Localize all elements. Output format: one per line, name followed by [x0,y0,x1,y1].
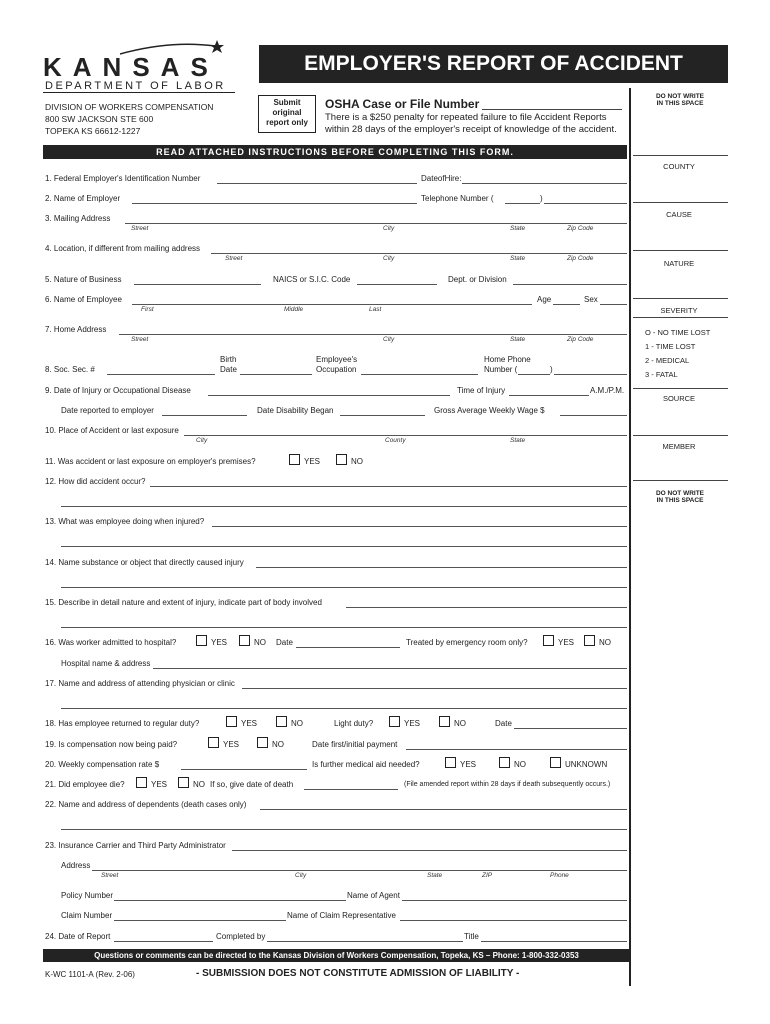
return-date-field[interactable] [514,728,627,729]
sub-middle: Middle [284,306,304,313]
hospital-yes-label: YES [211,638,228,647]
birth-date-field[interactable] [240,374,312,375]
q8-employees-label: Employee's [316,355,358,364]
sub-city: City [383,225,395,232]
q9-ampm-label: A.M./P.M. [590,386,625,395]
q6-age-label: Age [537,295,552,304]
er-no-checkbox[interactable] [584,635,595,646]
sub-first: First [141,306,154,313]
location-field[interactable] [211,253,627,254]
employee-name-field[interactable] [132,304,532,305]
disability-date-field[interactable] [340,415,425,416]
submit-line1: Submit [273,98,301,107]
sub-state: State [427,872,443,879]
er-no-label: NO [599,638,611,647]
nature-label: NATURE [663,259,695,268]
light-duty-yes-label: YES [404,719,421,728]
q8-homephone-label: Home Phone [484,355,531,364]
medical-yes-label: YES [460,760,477,769]
side-divider [633,435,728,436]
q14-label: 14. Name substance or object that directly caused injury [45,558,244,567]
er-yes-label: YES [558,638,575,647]
died-yes-checkbox[interactable] [136,777,147,788]
form-id: K-WC 1101-A (Rev. 2-06) [45,970,135,979]
died-no-label: NO [193,780,205,789]
sub-city: City [196,437,208,444]
q9-time-label: Time of Injury [457,386,506,395]
q4-label: 4. Location, if different from mailing address [45,244,201,253]
q16-label: 16. Was worker admitted to hospital? [45,638,177,647]
q23-policy-label: Policy Number [61,891,114,900]
nature-of-business-field[interactable] [134,284,261,285]
hospital-no-checkbox[interactable] [239,635,250,646]
mailing-address-field[interactable] [125,223,627,224]
weekly-comp-rate-field[interactable] [181,769,307,770]
side-divider [633,388,728,389]
sub-zip: Zip Code [567,225,594,232]
q23-claim-label: Claim Number [61,911,113,920]
q18-light-label: Light duty? [334,719,374,728]
fein-field[interactable] [217,183,417,184]
q7-label: 7. Home Address [45,325,107,334]
hospital-name-field[interactable] [153,668,627,669]
q20-medical-label: Is further medical aid needed? [312,760,420,769]
source-label: SOURCE [662,394,696,403]
premises-no-label: NO [351,457,363,466]
severity-label: SEVERITY [660,306,698,315]
q23-label: 23. Insurance Carrier and Third Party Administrator [45,841,226,850]
q8-label: 8. Soc. Sec. # [45,365,95,374]
dnw-top-line1: DO NOT WRITE [655,93,705,100]
side-divider [633,317,728,318]
ssn-field[interactable] [107,374,215,375]
first-payment-date-field[interactable] [406,749,627,750]
title-field[interactable] [481,941,627,942]
dnw-bottom-line2: IN THIS SPACE [656,497,704,504]
q9-wage-label: Gross Average Weekly Wage $ [434,406,545,415]
q19-label: 19. Is compensation now being paid? [45,740,178,749]
q8-number-label: Number ( [484,365,518,374]
sub-street: Street [131,225,149,232]
sub-zip: Zip Code [567,255,594,262]
home-phone-field[interactable] [554,374,627,375]
q12-label: 12. How did accident occur? [45,477,146,486]
substance-object-field-2[interactable] [61,587,627,588]
comp-paid-no-label: NO [272,740,284,749]
osha-label: OSHA Case or File Number [325,97,480,111]
q24-label: 24. Date of Report [45,932,111,941]
q19-payment-label: Date first/initial payment [312,740,398,749]
weekly-wage-field[interactable] [560,415,627,416]
medical-no-checkbox[interactable] [499,757,510,768]
physician-field-2[interactable] [61,708,627,709]
sex-field[interactable] [600,304,627,305]
osha-penalty-text1: There is a $250 penalty for repeated failure to file Accident Reports [325,112,607,123]
q9-label: 9. Date of Injury or Occupational Disease [45,386,191,395]
substance-object-field[interactable] [256,567,627,568]
premises-no-checkbox[interactable] [336,454,347,465]
liability-disclaimer: - SUBMISSION DOES NOT CONSTITUTE ADMISSION OF LIABILITY - [196,968,520,979]
regular-duty-no-label: NO [291,719,303,728]
dependents-field-2[interactable] [61,829,627,830]
premises-yes-label: YES [304,457,321,466]
severity-option-3: 3 - FATAL [645,370,678,379]
logo-kansas: KANSAS [43,52,219,82]
q8-occupation-label: Occupation [316,365,357,374]
medical-yes-checkbox[interactable] [445,757,456,768]
light-duty-yes-checkbox[interactable] [389,716,400,727]
employer-area-code-field[interactable] [505,203,540,204]
injury-description-field[interactable] [346,607,627,608]
division-address2: TOPEKA KS 66612-1227 [45,126,141,136]
naics-field[interactable] [357,284,437,285]
q17-label: 17. Name and address of attending physician or clinic [45,679,235,688]
cause-label: CAUSE [666,210,692,219]
q6-sex-label: Sex [584,295,598,304]
severity-option-0: O - NO TIME LOST [645,328,711,337]
q8-birth-label: Birth [220,355,237,364]
dept-division-field[interactable] [513,284,627,285]
date-reported-field[interactable] [162,415,247,416]
submit-original-box [258,95,316,133]
instructions-banner: READ ATTACHED INSTRUCTIONS BEFORE COMPLETING THIS FORM. [43,145,627,159]
side-divider [633,298,728,299]
q6-label: 6. Name of Employee [45,295,122,304]
premises-yes-checkbox[interactable] [289,454,300,465]
sub-city: City [295,872,307,879]
side-column-divider [629,88,631,986]
sub-state: State [510,336,526,343]
logo-department: DEPARTMENT OF LABOR [45,80,226,92]
sub-zip: ZIP [482,872,493,879]
sub-zip: Zip Code [567,336,594,343]
sub-state: State [510,437,526,444]
q21-amend-note: (File amended report within 28 days if death subsequently occurs.) [404,781,611,788]
dnw-bottom-line1: DO NOT WRITE [655,490,705,497]
date-of-death-field[interactable] [304,789,398,790]
injury-date-field[interactable] [208,395,450,396]
side-divider [633,250,728,251]
time-of-injury-field[interactable] [509,395,589,396]
light-duty-no-label: NO [454,719,466,728]
severity-option-2: 2 - MEDICAL [645,356,690,365]
logo-divider [43,92,235,93]
q16-date-label: Date [276,638,293,647]
q2-label: 2. Name of Employer [45,194,121,203]
sub-state: State [510,255,526,262]
q24-title-label: Title [464,932,479,941]
division-name: DIVISION OF WORKERS COMPENSATION [45,102,214,112]
home-area-code-field[interactable] [518,374,550,375]
do-not-write-top [635,93,725,107]
q8-number-paren: ) [550,365,553,374]
side-divider [633,155,728,156]
claim-number-field[interactable] [114,920,286,921]
medical-unknown-label: UNKNOWN [565,760,608,769]
employee-doing-field-2[interactable] [61,546,627,547]
how-accident-field-2[interactable] [61,506,627,507]
dependents-field[interactable] [260,809,627,810]
light-duty-no-checkbox[interactable] [439,716,450,727]
regular-duty-no-checkbox[interactable] [276,716,287,727]
page-title: EMPLOYER'S REPORT OF ACCIDENT [259,45,728,83]
submit-line3: report only [266,118,308,127]
side-divider [633,480,728,481]
employee-doing-field[interactable] [212,526,627,527]
sub-state: State [510,225,526,232]
do-not-write-bottom [635,490,725,504]
side-divider [633,202,728,203]
injury-description-field-2[interactable] [61,627,627,628]
date-of-hire-field[interactable] [462,183,627,184]
q8-date-label: Date [220,365,237,374]
agent-name-field[interactable] [402,900,627,901]
division-address1: 800 SW JACKSON STE 600 [45,114,154,124]
sub-street: Street [225,255,243,262]
regular-duty-yes-checkbox[interactable] [226,716,237,727]
sub-county: County [385,437,406,444]
comp-paid-yes-checkbox[interactable] [208,737,219,748]
q23-address-label: Address [61,861,91,870]
home-address-field[interactable] [119,334,627,335]
q21-label: 21. Did employee die? [45,780,125,789]
q10-label: 10. Place of Accident or last exposure [45,426,179,435]
employer-phone-field[interactable] [544,203,627,204]
county-label: COUNTY [663,162,695,171]
physician-field[interactable] [242,688,627,689]
sub-street: Street [131,336,149,343]
died-yes-label: YES [151,780,168,789]
member-label: MEMBER [662,442,696,451]
q9-disability-label: Date Disability Began [257,406,334,415]
q3-label: 3. Mailing Address [45,214,111,223]
q23-claimrep-label: Name of Claim Representative [287,911,396,920]
severity-option-1: 1 - TIME LOST [645,342,696,351]
date-of-report-field[interactable] [114,941,213,942]
completed-by-field[interactable] [267,941,463,942]
q9-reported-label: Date reported to employer [61,406,154,415]
sub-last: Last [369,306,382,313]
medical-no-label: NO [514,760,526,769]
sub-phone: Phone [550,872,569,879]
osha-file-number-field[interactable] [482,109,622,110]
q23-agent-label: Name of Agent [347,891,400,900]
comp-paid-no-checkbox[interactable] [257,737,268,748]
regular-duty-yes-label: YES [241,719,258,728]
er-yes-checkbox[interactable] [543,635,554,646]
q18-date-label: Date [495,719,512,728]
q2-phone-label: Telephone Number ( [421,194,494,203]
q1-hire-label: DateofHire: [421,174,462,183]
occupation-field[interactable] [361,374,478,375]
q1-label: 1. Federal Employer's Identification Number [45,174,201,183]
q16-er-label: Treated by emergency room only? [406,638,528,647]
q18-label: 18. Has employee returned to regular duty? [45,719,200,728]
medical-unknown-checkbox[interactable] [550,757,561,768]
hospital-no-label: NO [254,638,266,647]
comp-paid-yes-label: YES [223,740,240,749]
how-accident-field[interactable] [150,486,627,487]
place-of-accident-field[interactable] [184,435,627,436]
sub-street: Street [101,872,119,879]
q11-label: 11. Was accident or last exposure on employer's premises? [45,457,256,466]
hospital-date-field[interactable] [296,647,400,648]
q13-label: 13. What was employee doing when injured? [45,517,205,526]
contact-banner: Questions or comments can be directed to the Kansas Division of Workers Compensation, Topeka, KS – Phone: 1-800-332-0353 [43,949,630,962]
q22-label: 22. Name and address of dependents (death cases only) [45,800,247,809]
q5-label: 5. Nature of Business [45,275,122,284]
carrier-address-field[interactable] [92,870,627,871]
q21-death-label: If so, give date of death [210,780,294,789]
sub-city: City [383,336,395,343]
sub-city: City [383,255,395,262]
dnw-top-line2: IN THIS SPACE [656,100,704,107]
insurance-carrier-field[interactable] [232,850,627,851]
policy-number-field[interactable] [114,900,346,901]
q2-phone-paren: ) [540,194,543,203]
q16-hospital-label: Hospital name & address [61,659,151,668]
hospital-yes-checkbox[interactable] [196,635,207,646]
submit-line2: original [272,108,302,117]
claim-rep-field[interactable] [400,920,627,921]
q5-naics-label: NAICS or S.I.C. Code [273,275,351,284]
osha-penalty-text2: within 28 days of the employer's receipt of knowledge of the accident. [325,124,617,135]
q20-label: 20. Weekly compensation rate $ [45,760,160,769]
age-field[interactable] [553,304,580,305]
employer-name-field[interactable] [132,203,417,204]
q15-label: 15. Describe in detail nature and extent of injury, indicate part of body involved [45,598,322,607]
q24-completed-label: Completed by [216,932,266,941]
died-no-checkbox[interactable] [178,777,189,788]
q5-dept-label: Dept. or Division [448,275,507,284]
